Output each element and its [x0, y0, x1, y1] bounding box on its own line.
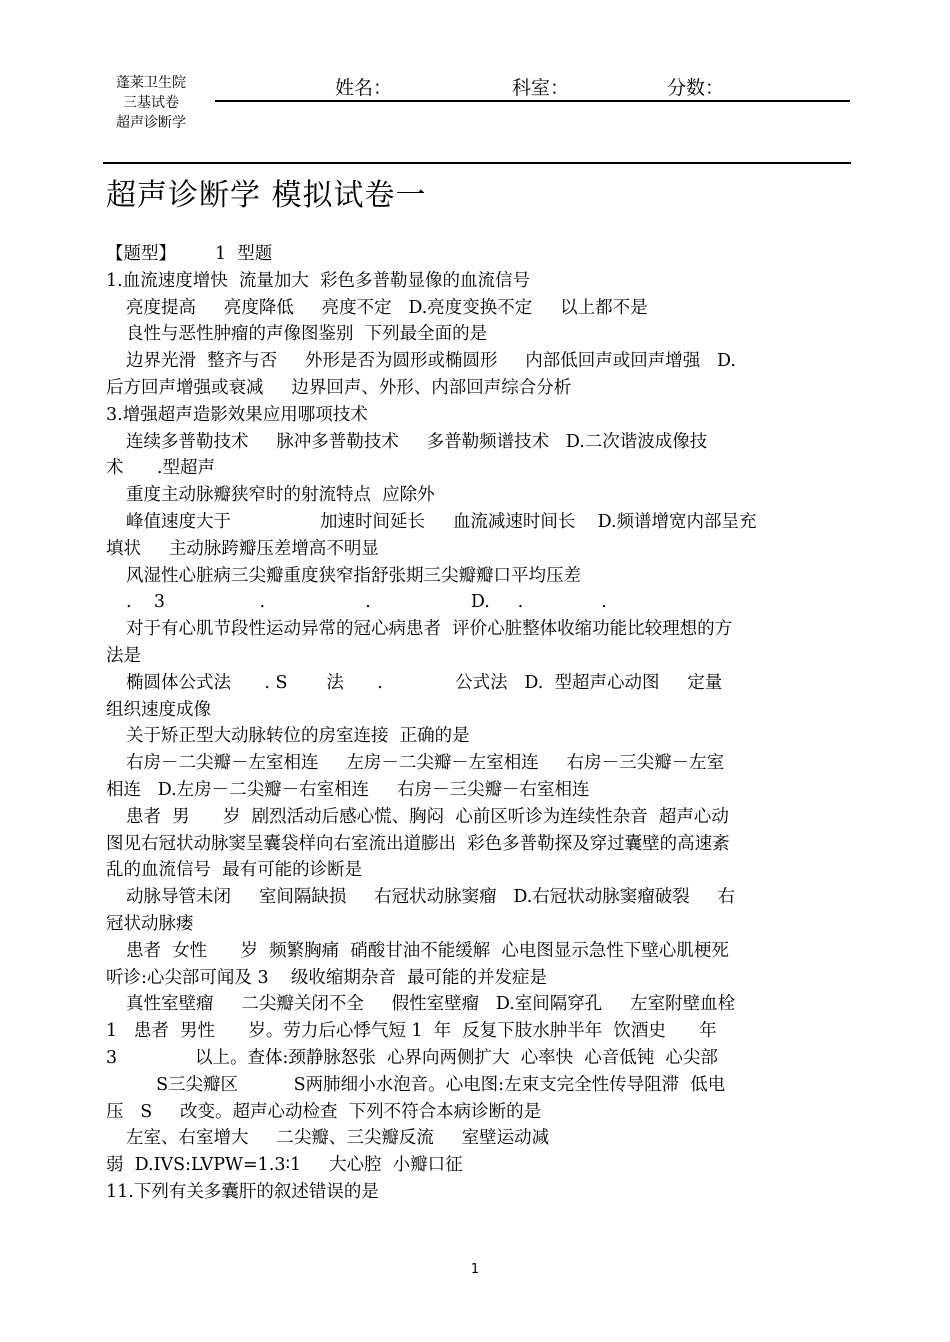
header-divider	[103, 162, 851, 164]
exam-type: 三基试卷	[123, 95, 179, 111]
text-line: 动脉导管未闭 室间隔缺损 右冠状动脉窦瘤 D.右冠状动脉窦瘤破裂 右	[126, 887, 736, 908]
text-line: 【题型】 1 型题	[106, 244, 273, 264]
question-body	[106, 241, 846, 1206]
subject-name: 超声诊断学	[116, 115, 186, 131]
text-line: 填状 主动脉跨瓣压差增高不明显	[106, 538, 379, 559]
name-label: 姓名：	[335, 77, 393, 99]
text-line: 术 .型超声	[106, 458, 215, 479]
page-number: 1	[470, 1262, 480, 1277]
text-line: 重度主动脉瓣狭窄时的射流特点 应除外	[126, 485, 435, 506]
text-line: 对于有心肌节段性运动异常的冠心病患者 评价心脏整体收缩功能比较理想的方	[126, 619, 733, 640]
text-line: 峰值速度大于 加速时间延长 血流减速时间长 D.频谱增宽内部呈充	[126, 511, 757, 532]
text-line: S三尖瓣区 S两肺细小水泡音。心电图:左束支完全性传导阻滞 低电	[106, 1074, 726, 1095]
text-line: 右房－二尖瓣－左室相连 左房－二尖瓣－左室相连 右房－三尖瓣－左室	[126, 753, 725, 774]
text-line: 连续多普勒技术 脉冲多普勒技术 多普勒频谱技术 D.二次谐波成像技	[126, 431, 708, 452]
text-line: 风湿性心脏病三尖瓣重度狭窄指舒张期三尖瓣瓣口平均压差	[126, 565, 581, 586]
text-line: 听诊:心尖部可闻及 3 级收缩期杂音 最可能的并发症是	[106, 967, 547, 988]
text-line: 患者 女性 岁 频繁胸痛 硝酸甘油不能缓解 心电图显示急性下壁心肌梗死	[126, 940, 729, 961]
text-line: 弱 D.IVS:LVPW=1.3∶1 大心腔 小瓣口征	[106, 1155, 463, 1176]
hospital-block	[95, 73, 207, 133]
text-line: 1 患者 男性 岁。劳力后心悸气短 1 年 反复下肢水肿半年 饮酒史 年	[106, 1021, 717, 1042]
text-line: 良性与恶性肿瘤的声像图鉴别 下列最全面的是	[126, 324, 488, 345]
text-line: 亮度提高 亮度降低 亮度不定 D.亮度变换不定 以上都不是	[126, 297, 648, 318]
text-line: 法是	[106, 645, 141, 666]
text-line: 11.下列有关多囊肝的叙述错误的是	[106, 1181, 379, 1202]
text-line: 冠状动脉瘘	[106, 913, 194, 934]
text-line: 压 S 改变。超声心动检查 下列不符合本病诊断的是	[106, 1101, 542, 1122]
text-line: 左室、右室增大 二尖瓣、三尖瓣反流 室壁运动减	[126, 1128, 550, 1149]
score-label: 分数：	[667, 77, 725, 99]
department-label: 科室：	[512, 77, 570, 99]
text-line: 边界光滑 整齐与否 外形是否为圆形或椭圆形 内部低回声或回声增强 D.	[126, 351, 736, 372]
text-line: 图见右冠状动脉窦呈囊袋样向右室流出道膨出 彩色多普勒探及穿过囊壁的高速紊	[106, 833, 730, 854]
text-line: 真性室壁瘤 二尖瓣关闭不全 假性室壁瘤 D.室间隔穿孔 左室附壁血栓	[126, 994, 736, 1015]
text-line: 关于矫正型大动脉转位的房室连接 正确的是	[126, 726, 470, 747]
text-line: 乱的血流信号 最有可能的诊断是	[106, 860, 363, 881]
text-line: . 3 . . D. . .	[126, 592, 607, 613]
text-line: 1.血流速度增快 流量加大 彩色多普勒显像的血流信号	[106, 270, 530, 291]
text-line: 后方回声增强或衰减 边界回声、外形、内部回声综合分析	[106, 377, 572, 398]
text-line: 3.增强超声造影效果应用哪项技术	[106, 404, 368, 425]
page-title: 超声诊断学 模拟试卷一	[106, 178, 427, 213]
text-line: 椭圆体公式法 . S 法 . 公式法 D. 型超声心动图 定量	[126, 672, 723, 693]
text-line: 3 以上。查体:颈静脉怒张 心界向两侧扩大 心率快 心音低钝 心尖部	[106, 1047, 718, 1068]
text-line: 组织速度成像	[106, 699, 211, 720]
hospital-name: 蓬莱卫生院	[116, 75, 186, 91]
text-line: 患者 男 岁 剧烈活动后感心慌、胸闷 心前区听诊为连续性杂音 超声心动	[126, 806, 729, 827]
header-underline	[215, 100, 850, 102]
text-line: 相连 D.左房－二尖瓣－右室相连 右房－三尖瓣－右室相连	[106, 779, 590, 800]
